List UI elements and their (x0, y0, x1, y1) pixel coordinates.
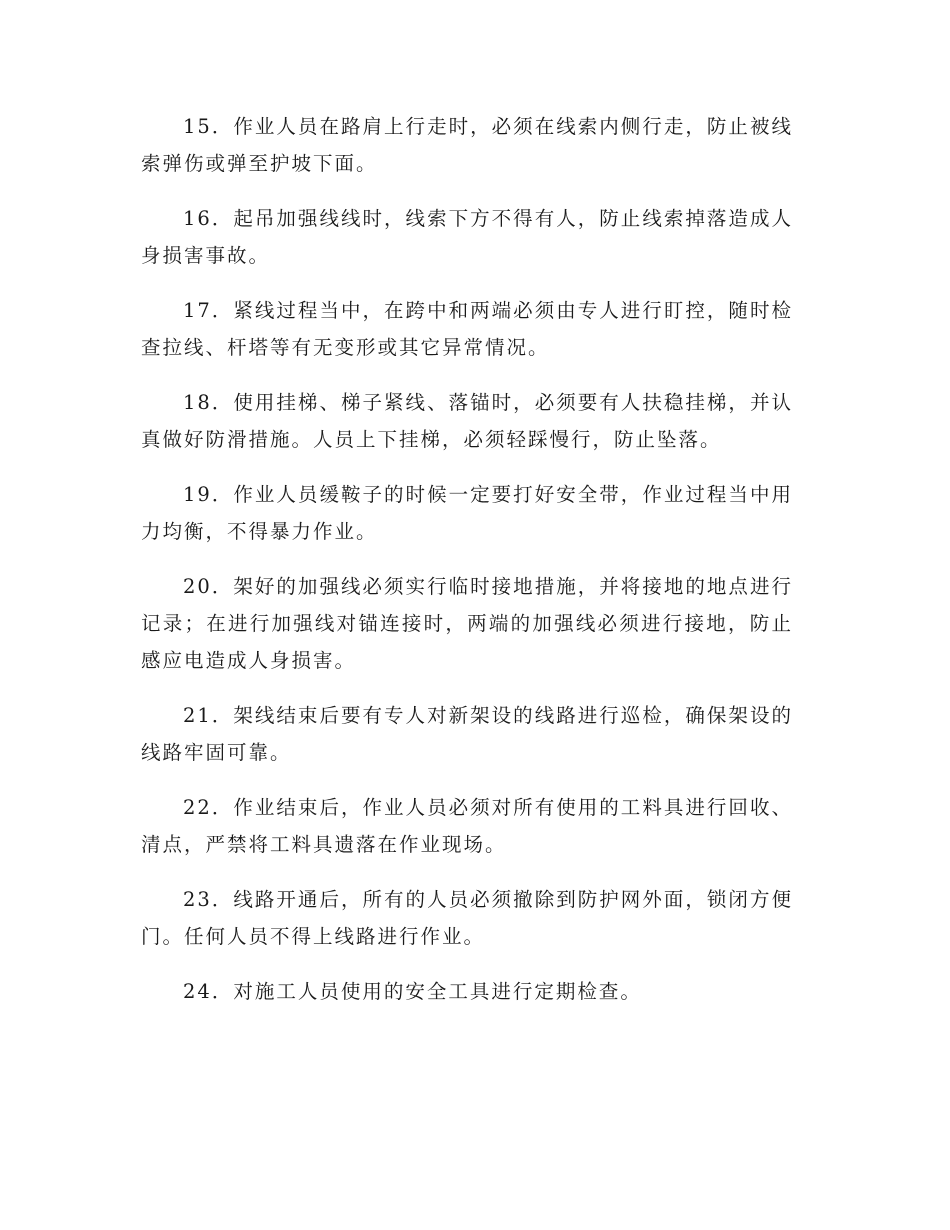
paragraph-22: 22．作业结束后，作业人员必须对所有使用的工料具进行回收、清点，严禁将工料具遗落在作业现场。 (141, 796, 793, 856)
paragraph-18: 18．使用挂梯、梯子紧线、落锚时，必须要有人扶稳挂梯，并认真做好防滑措施。人员上下挂梯，必须轻踩慢行，防止坠落。 (141, 391, 793, 451)
document-body (141, 108, 793, 1028)
paragraph-17: 17．紧线过程当中，在跨中和两端必须由专人进行盯控，随时检查拉线、杆塔等有无变形或其它异常情况。 (141, 299, 793, 359)
paragraph-16: 16．起吊加强线线时，线索下方不得有人，防止线索掉落造成人身损害事故。 (141, 207, 793, 267)
paragraph-19: 19．作业人员缓鞍子的时候一定要打好安全带，作业过程当中用力均衡，不得暴力作业。 (141, 483, 793, 543)
paragraph-24: 24．对施工人员使用的安全工具进行定期检查。 (183, 980, 642, 1003)
paragraph-21: 21．架线结束后要有专人对新架设的线路进行巡检，确保架设的线路牢固可靠。 (141, 704, 793, 764)
paragraph-15: 15．作业人员在路肩上行走时，必须在线索内侧行走，防止被线索弹伤或弹至护坡下面。 (141, 115, 793, 175)
paragraph-23: 23．线路开通后，所有的人员必须撤除到防护网外面，锁闭方便门。任何人员不得上线路进行作业。 (141, 888, 793, 948)
paragraph-20: 20．架好的加强线必须实行临时接地措施，并将接地的地点进行记录；在进行加强线对锚连接时，两端的加强线必须进行接地，防止感应电造成人身损害。 (141, 575, 793, 672)
